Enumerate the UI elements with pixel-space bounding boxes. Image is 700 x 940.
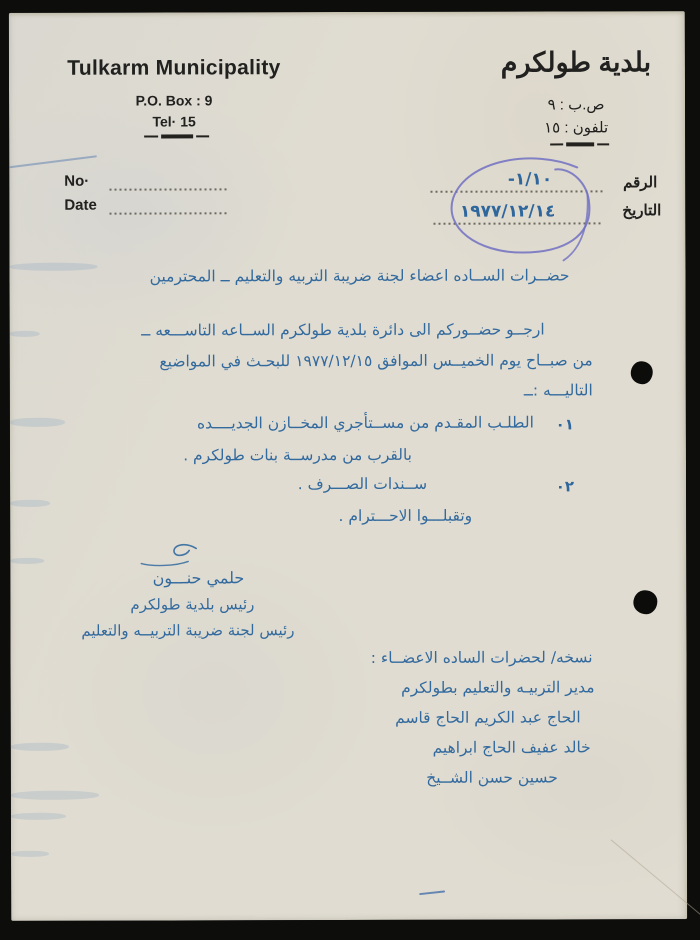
bleed-through-mark [11,851,49,857]
letter-paragraph-line: التاليـــه :ــ [523,381,593,400]
date-label-english: Date [64,196,97,214]
no-label-arabic: الرقم [623,174,658,192]
org-name-english: Tulkarm Municipality [67,56,281,80]
cc-name: خالد عفيف الحاج ابراهيم [432,738,591,757]
bleed-through-mark [10,500,50,507]
bleed-through-mark [11,743,69,751]
signature-name: حلمي حنـــون [152,568,245,588]
cc-header: نسخه/ لحضرات الساده الاعضــاء : [370,648,593,667]
org-name-arabic: بلدية طولكرم [500,47,652,78]
reference-date-value: ١٩٧٧/١٢/١٤ [459,201,556,222]
hole-punch-mark [631,361,653,384]
bleed-through-mark [10,418,65,427]
letter-closing: وتقبلـــوا الاحـــترام . [338,506,473,526]
list-item-marker: ٠١ [555,415,574,434]
pen-circle-annotation [437,153,607,265]
rule-segment [144,135,158,137]
bleed-through-mark [11,791,99,800]
po-box-arabic: ص.ب : ٩ [547,96,605,114]
no-label-english: No· [64,172,90,190]
cc-name: مدير التربيـه والتعليم بطولكرم [401,678,595,697]
stray-pen-mark [9,155,97,168]
date-fill-line [109,212,229,214]
letter-paragraph-line: من صبــاح يوم الخميــس الموافق ١٩٧٧/١٢/١٥ للبحـث في المواضيع [159,351,593,371]
no-fill-line [109,188,227,190]
list-item-marker: ٠٢ [555,477,575,496]
tel-english: Tel· 15 [152,113,196,130]
bleed-through-mark [11,813,66,820]
bleed-through-mark [9,263,97,271]
paper-crease [611,839,700,917]
list-item-text: الطلـب المقـدم من مســتأجري المخــازن الجديــــده [196,413,534,433]
tel-arabic: تلفون : ١٥ [544,119,609,137]
letter-paragraph-line: ارجــو حضــوركم الى دائرة بلدية طولكرم الســاعه التاســـعه ــ [141,320,545,340]
rule-segment [566,142,594,146]
rule-segment [550,143,563,145]
rule-segment [196,135,209,137]
letter-salutation: حضــرات الســاده اعضاء لجنة ضريبة التربيه والتعليم ــ المحترمين [149,266,570,286]
bleed-through-mark [10,558,44,564]
stray-pen-mark [419,890,445,895]
bleed-through-mark [10,331,40,337]
cc-name: حسين حسن الشــيخ [426,768,558,787]
hole-punch-mark [633,590,657,614]
date-label-arabic: التاريخ [622,202,662,220]
divider-rule-english [141,134,211,138]
list-item-text: ســندات الصـــرف . [297,474,428,494]
po-box-english: P.O. Box : 9 [135,92,213,109]
signature-title: رئيس بلدية طولكرم [130,595,255,614]
list-item-text: بالقرب من مدرســة بنات طولكرم . [183,445,412,465]
rule-segment [597,143,609,145]
divider-rule-arabic [547,142,611,146]
signature-title: رئيس لجنة ضريبة التربيــه والتعليم [81,621,295,640]
cc-name: الحاج عبد الكريم الحاج قاسم [395,708,581,727]
reference-number-value: -١/١٠ [507,169,553,190]
rule-segment [161,134,193,138]
document-page [9,11,687,921]
